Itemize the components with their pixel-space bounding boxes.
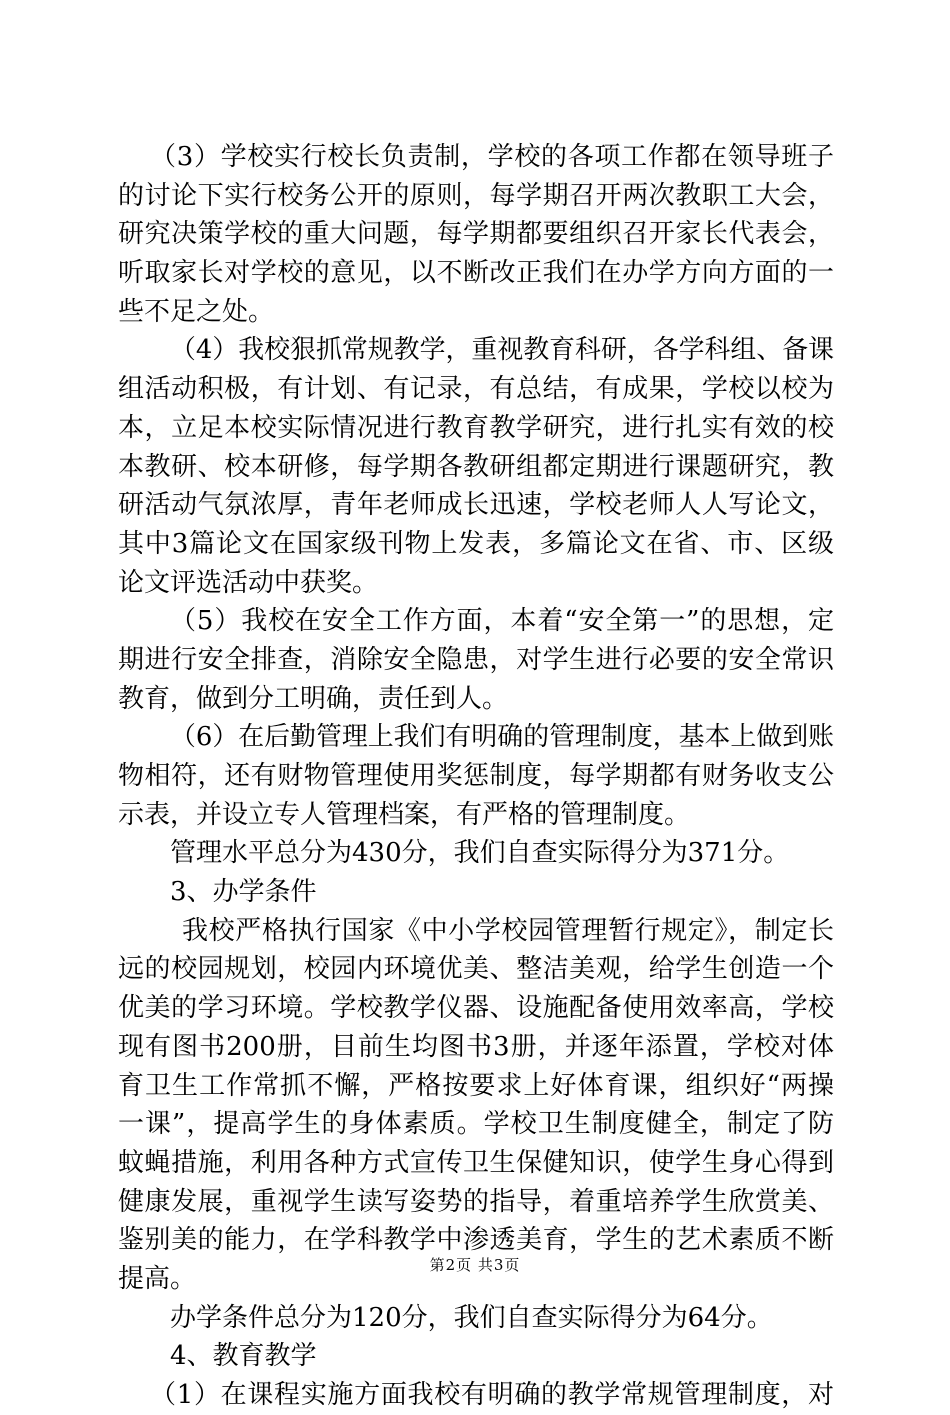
- text-line: 论文评选活动中获奖。: [118, 567, 379, 598]
- text-line: 听取家长对学校的意见，以不断改正我们在办学方向方面的一: [118, 258, 834, 289]
- text-line: （1）在课程实施方面我校有明确的教学常规管理制度，对: [150, 1380, 834, 1410]
- text-line: 我校严格执行国家《中小学校园管理暂行规定》，制定长: [182, 915, 834, 946]
- text-line: 些不足之处。: [118, 296, 275, 327]
- text-line: 健康发展，重视学生读写姿势的指导，着重培养学生欣赏美、: [118, 1186, 834, 1217]
- text-line: 研究决策学校的重大问题，每学期都要组织召开家长代表会，: [118, 219, 834, 250]
- text-line: 的讨论下实行校务公开的原则，每学期召开两次教职工大会，: [118, 180, 834, 211]
- text-line: 教育，做到分工明确，责任到人。: [118, 683, 509, 714]
- text-line: 管理水平总分为430分，我们自查实际得分为371分。: [170, 838, 790, 869]
- text-line: 4、教育教学: [170, 1341, 317, 1372]
- text-line: 一课”，提高学生的身体素质。学校卫生制度健全，制定了防: [118, 1109, 834, 1140]
- text-line: 研活动气氛浓厚，青年老师成长迅速，学校老师人人写论文，: [118, 490, 834, 521]
- text-line: 其中3篇论文在国家级刊物上发表，多篇论文在省、市、区级: [118, 528, 834, 559]
- text-line: 物相符，还有财物管理使用奖惩制度，每学期都有财务收支公: [118, 761, 834, 791]
- text-line: 本教研、校本研修，每学期各教研组都定期进行课题研究，教: [118, 451, 834, 482]
- text-line: 蚊蝇措施，利用各种方式宣传卫生保健知识，使学生身心得到: [118, 1147, 834, 1178]
- text-line: 鉴别美的能力，在学科教学中渗透美育，学生的艺术素质不断: [118, 1225, 834, 1256]
- text-line: 示表，并设立专人管理档案，有严格的管理制度。: [118, 799, 691, 830]
- text-line: 现有图书200册，目前生均图书3册，并逐年添置，学校对体: [118, 1031, 834, 1062]
- text-line: （3）学校实行校长负责制，学校的各项工作都在领导班子: [150, 142, 834, 172]
- text-line: 本，立足本校实际情况进行教育教学研究，进行扎实有效的校: [118, 412, 834, 443]
- text-line: 办学条件总分为120分，我们自查实际得分为64分。: [170, 1302, 773, 1333]
- document-body: [118, 138, 834, 1415]
- text-line: 期进行安全排查，消除安全隐患，对学生进行必要的安全常识: [118, 644, 834, 675]
- text-line: 3、办学条件: [170, 877, 317, 908]
- text-line: 组活动积极，有计划、有记录，有总结，有成果，学校以校为: [118, 374, 834, 405]
- text-line: 提高。: [118, 1263, 197, 1294]
- text-line: （6）在后勤管理上我们有明确的管理制度，基本上做到账: [170, 722, 834, 753]
- text-line: 育卫生工作常抓不懈，严格按要求上好体育课，组织好“两操: [118, 1070, 834, 1101]
- page-footer: 第2页 共3页: [429, 1256, 521, 1274]
- text-line: （5）我校在安全工作方面，本着“安全第一”的思想，定: [170, 606, 834, 637]
- text-line: 远的校园规划，校园内环境优美、整洁美观，给学生创造一个: [118, 954, 834, 985]
- text-line: （4）我校狠抓常规教学，重视教育科研，各学科组、备课: [170, 335, 834, 366]
- text-line: 优美的学习环境。学校教学仪器、设施配备使用效率高，学校: [118, 993, 834, 1024]
